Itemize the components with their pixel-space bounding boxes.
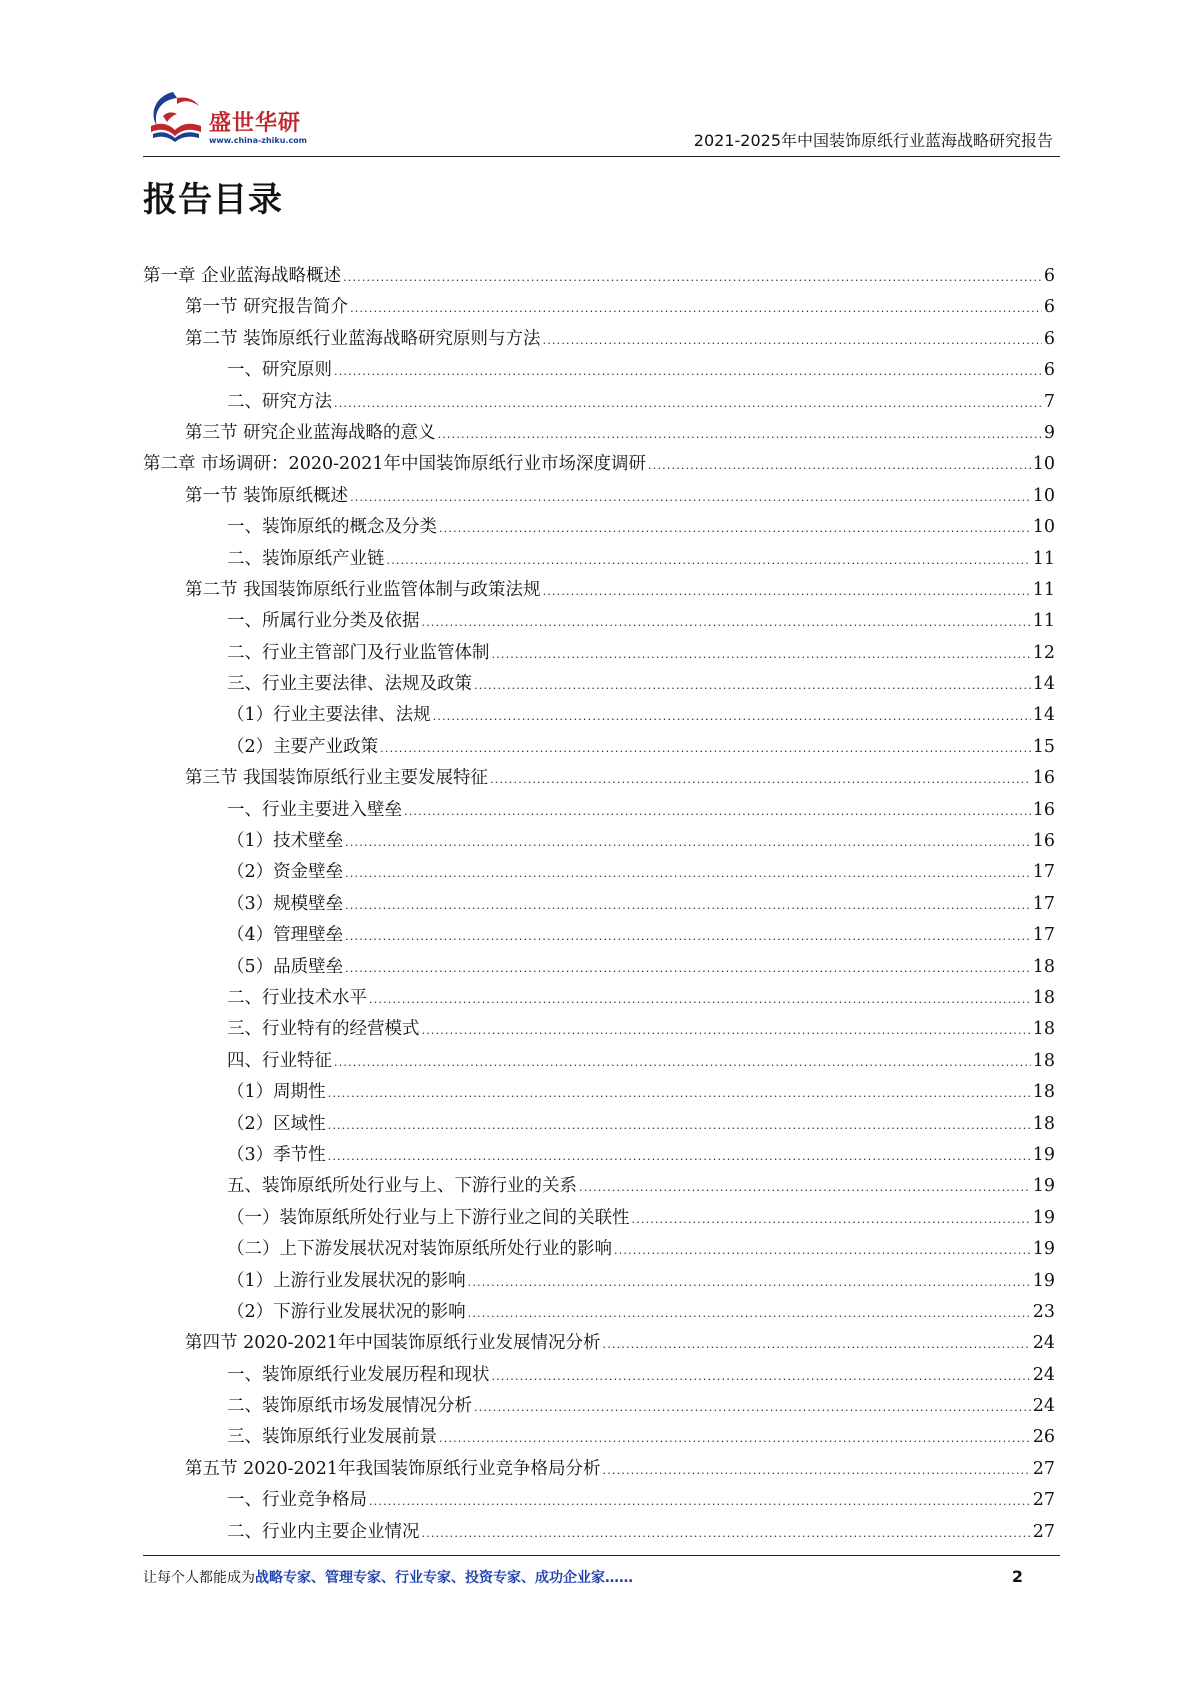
toc-entry-title: （1）技术壁垒	[227, 831, 344, 852]
toc-entry-title: 二、装饰原纸市场发展情况分析	[227, 1396, 472, 1417]
toc-entry-title: （3）季节性	[227, 1144, 326, 1165]
toc-leader-dots	[369, 984, 1031, 1015]
toc-entry[interactable]	[143, 481, 1055, 512]
toc-entry-title: （2）主要产业政策	[227, 736, 379, 757]
toc-entry[interactable]	[143, 292, 1055, 323]
toc-entry-page: 14	[1032, 674, 1055, 695]
toc-entry[interactable]	[143, 261, 1055, 292]
toc-entry-page: 18	[1032, 956, 1055, 977]
toc-entry-page: 18	[1032, 1019, 1055, 1040]
report-title: 2021-2025年中国装饰原纸行业蓝海战略研究报告	[693, 131, 1053, 150]
toc-entry-page: 19	[1032, 1176, 1055, 1197]
toc-leader-dots	[492, 1361, 1031, 1392]
toc-entry-title: 二、行业内主要企业情况	[227, 1521, 420, 1542]
toc-entry-page: 17	[1032, 893, 1055, 914]
toc-leader-dots	[422, 607, 1031, 638]
toc-entry[interactable]	[143, 889, 1055, 920]
toc-entry-title: 一、行业竞争格局	[227, 1490, 367, 1511]
footer-slogan-roles: 战略专家、管理专家、行业专家、投资专家、成功企业家……	[255, 1570, 633, 1586]
toc-entry[interactable]	[143, 1014, 1055, 1045]
toc-entry[interactable]	[143, 1234, 1055, 1265]
table-of-contents	[143, 261, 1055, 1548]
toc-entry[interactable]	[143, 1266, 1055, 1297]
toc-leader-dots	[614, 1235, 1031, 1266]
toc-entry-title: 第一节 装饰原纸概述	[185, 485, 349, 506]
toc-entry-page: 23	[1032, 1301, 1055, 1322]
toc-leader-dots	[468, 1298, 1031, 1329]
toc-entry-title: （1）上游行业发展状况的影响	[227, 1270, 466, 1291]
toc-leader-dots	[579, 1172, 1031, 1203]
toc-entry-title: （1）行业主要法律、法规	[227, 705, 431, 726]
toc-entry-title: 四、行业特征	[227, 1050, 332, 1071]
toc-entry-page: 24	[1032, 1396, 1055, 1417]
toc-entry-title: 一、行业主要进入壁垒	[227, 799, 402, 820]
open-book-logo-icon	[143, 86, 207, 150]
toc-entry-title: 第五节 2020-2021年我国装饰原纸行业竞争格局分析	[185, 1458, 601, 1479]
toc-entry[interactable]	[143, 324, 1055, 355]
toc-entry-page: 27	[1032, 1458, 1055, 1479]
toc-entry[interactable]	[143, 795, 1055, 826]
toc-entry[interactable]	[143, 1203, 1055, 1234]
toc-entry-page: 18	[1032, 1050, 1055, 1071]
toc-leader-dots	[603, 1329, 1031, 1360]
toc-entry-page: 7	[1043, 391, 1055, 412]
toc-entry[interactable]	[143, 1360, 1055, 1391]
toc-entry-title: 一、装饰原纸行业发展历程和现状	[227, 1364, 490, 1385]
toc-entry-title: （2）下游行业发展状况的影响	[227, 1301, 466, 1322]
toc-entry-title: 二、行业主管部门及行业监管体制	[227, 642, 490, 663]
toc-entry-page: 6	[1043, 328, 1055, 349]
toc-entry[interactable]	[143, 1140, 1055, 1171]
toc-leader-dots	[345, 827, 1031, 858]
footer-divider	[143, 1555, 1060, 1556]
toc-entry-page: 14	[1032, 705, 1055, 726]
toc-entry-page: 27	[1032, 1490, 1055, 1511]
toc-leader-dots	[334, 1047, 1031, 1078]
page-number: 2	[1011, 1567, 1023, 1586]
toc-entry-page: 11	[1032, 579, 1055, 600]
toc-entry-page: 6	[1043, 360, 1055, 381]
toc-entry-title: 一、所属行业分类及依据	[227, 611, 420, 632]
toc-entry-title: （3）规模壁垒	[227, 893, 344, 914]
toc-entry[interactable]	[143, 669, 1055, 700]
toc-entry[interactable]	[143, 1485, 1055, 1516]
toc-entry-title: （一）装饰原纸所处行业与上下游行业之间的关联性	[227, 1207, 630, 1228]
toc-entry-title: 二、装饰原纸产业链	[227, 548, 385, 569]
toc-entry-page: 18	[1032, 987, 1055, 1008]
toc-entry-page: 12	[1032, 642, 1055, 663]
toc-entry-title: 三、装饰原纸行业发展前景	[227, 1427, 437, 1448]
toc-entry-title: 三、行业主要法律、法规及政策	[227, 674, 472, 695]
toc-entry[interactable]	[143, 575, 1055, 606]
toc-entry-page: 19	[1032, 1144, 1055, 1165]
toc-entry-title: （4）管理壁垒	[227, 925, 344, 946]
toc-entry-title: 第一章 企业蓝海战略概述	[143, 266, 342, 286]
toc-entry[interactable]	[143, 857, 1055, 888]
toc-entry[interactable]	[143, 1109, 1055, 1140]
toc-entry-page: 6	[1043, 297, 1055, 318]
page-footer	[143, 1567, 1023, 1597]
toc-entry-page: 9	[1043, 422, 1055, 443]
toc-leader-dots	[328, 1141, 1031, 1172]
toc-leader-dots	[404, 796, 1031, 827]
toc-leader-dots	[345, 890, 1031, 921]
toc-entry[interactable]	[143, 1517, 1055, 1548]
toc-entry[interactable]	[143, 449, 1055, 480]
toc-entry-page: 19	[1032, 1239, 1055, 1260]
toc-leader-dots	[334, 356, 1042, 387]
toc-leader-dots	[350, 482, 1031, 513]
toc-leader-dots	[433, 701, 1031, 732]
toc-entry-page: 27	[1032, 1521, 1055, 1542]
toc-entry-page: 19	[1032, 1207, 1055, 1228]
toc-entry-title: 第二章 市场调研：2020-2021年中国装饰原纸行业市场深度调研	[143, 454, 647, 475]
toc-entry[interactable]	[143, 1046, 1055, 1077]
toc-leader-dots	[490, 764, 1031, 795]
toc-entry[interactable]	[143, 826, 1055, 857]
toc-entry[interactable]	[143, 418, 1055, 449]
toc-entry-page: 16	[1032, 799, 1055, 820]
toc-leader-dots	[603, 1455, 1031, 1486]
toc-entry-title: 第三节 研究企业蓝海战略的意义	[185, 422, 436, 443]
toc-entry[interactable]	[143, 1422, 1055, 1453]
brand-logo	[143, 86, 353, 150]
toc-entry-page: 10	[1032, 485, 1055, 506]
toc-entry-page: 17	[1032, 925, 1055, 946]
toc-leader-dots	[422, 1015, 1031, 1046]
toc-entry-title: （2）区域性	[227, 1113, 326, 1134]
toc-entry[interactable]	[143, 1297, 1055, 1328]
toc-entry[interactable]	[143, 387, 1055, 418]
toc-leader-dots	[350, 293, 1042, 324]
toc-leader-dots	[345, 953, 1031, 984]
toc-entry-title: 第四节 2020-2021年中国装饰原纸行业发展情况分析	[185, 1333, 601, 1354]
logo-url: www.china-zhiku.com	[209, 136, 308, 145]
toc-entry[interactable]	[143, 1391, 1055, 1422]
toc-entry-page: 16	[1032, 768, 1055, 789]
toc-entry-title: 二、研究方法	[227, 391, 332, 412]
toc-entry-page: 11	[1032, 611, 1055, 632]
toc-entry-page: 17	[1032, 862, 1055, 883]
toc-entry-title: 二、行业技术水平	[227, 987, 367, 1008]
toc-leader-dots	[345, 858, 1031, 889]
header-divider	[143, 156, 1060, 157]
toc-leader-dots	[439, 1423, 1031, 1454]
toc-leader-dots	[438, 419, 1042, 450]
toc-entry-page: 24	[1032, 1364, 1055, 1385]
toc-entry-title: 第二节 装饰原纸行业蓝海战略研究原则与方法	[185, 328, 541, 349]
toc-leader-dots	[422, 1518, 1031, 1549]
toc-leader-dots	[648, 450, 1031, 481]
toc-entry-page: 10	[1032, 517, 1055, 538]
toc-leader-dots	[474, 1392, 1031, 1423]
toc-entry-page: 19	[1032, 1270, 1055, 1291]
footer-slogan-lead: 让每个人都能成为	[143, 1570, 255, 1586]
page-title: 报告目录	[143, 180, 283, 220]
toc-entry-title: 一、研究原则	[227, 360, 332, 381]
toc-entry-page: 18	[1032, 1082, 1055, 1103]
toc-entry[interactable]	[143, 763, 1055, 794]
toc-entry[interactable]	[143, 638, 1055, 669]
toc-entry-title: 第一节 研究报告简介	[185, 297, 349, 318]
toc-entry[interactable]	[143, 512, 1055, 543]
page-header	[143, 78, 1063, 158]
toc-entry[interactable]	[143, 1171, 1055, 1202]
toc-leader-dots	[492, 639, 1031, 670]
toc-leader-dots	[543, 325, 1042, 356]
toc-entry-page: 16	[1032, 831, 1055, 852]
toc-leader-dots	[345, 921, 1031, 952]
toc-entry-title: 一、装饰原纸的概念及分类	[227, 517, 437, 538]
toc-entry-page: 15	[1032, 736, 1055, 757]
toc-entry-title: 第二节 我国装饰原纸行业监管体制与政策法规	[185, 579, 541, 600]
toc-entry[interactable]	[143, 700, 1055, 731]
toc-leader-dots	[387, 545, 1031, 576]
toc-entry-title: （2）资金壁垒	[227, 862, 344, 883]
toc-entry-page: 18	[1032, 1113, 1055, 1134]
toc-leader-dots	[328, 1110, 1031, 1141]
toc-entry[interactable]	[143, 732, 1055, 763]
toc-leader-dots	[543, 576, 1031, 607]
toc-entry[interactable]	[143, 606, 1055, 637]
toc-entry-title: 第三节 我国装饰原纸行业主要发展特征	[185, 768, 489, 789]
toc-entry[interactable]	[143, 952, 1055, 983]
toc-leader-dots	[328, 1078, 1031, 1109]
toc-leader-dots	[632, 1204, 1031, 1235]
toc-leader-dots	[380, 733, 1031, 764]
toc-leader-dots	[439, 513, 1031, 544]
toc-entry-page: 26	[1032, 1427, 1055, 1448]
toc-entry[interactable]	[143, 1077, 1055, 1108]
toc-entry[interactable]	[143, 1454, 1055, 1485]
toc-leader-dots	[474, 670, 1031, 701]
toc-entry-title: 五、装饰原纸所处行业与上、下游行业的关系	[227, 1176, 577, 1197]
toc-entry-title: （二）上下游发展状况对装饰原纸所处行业的影响	[227, 1239, 612, 1260]
toc-leader-dots	[369, 1486, 1031, 1517]
toc-entry[interactable]	[143, 355, 1055, 386]
toc-entry[interactable]	[143, 1328, 1055, 1359]
toc-leader-dots	[343, 262, 1042, 293]
toc-entry-page: 6	[1043, 266, 1055, 286]
toc-entry-page: 24	[1032, 1333, 1055, 1354]
toc-entry-title: （5）品质壁垒	[227, 956, 344, 977]
toc-entry[interactable]	[143, 544, 1055, 575]
toc-entry-title: （1）周期性	[227, 1082, 326, 1103]
toc-entry-page: 10	[1032, 454, 1055, 475]
logo-text: 盛世华研	[209, 111, 302, 136]
toc-entry-page: 11	[1032, 548, 1055, 569]
toc-entry[interactable]	[143, 983, 1055, 1014]
toc-leader-dots	[468, 1267, 1031, 1298]
toc-leader-dots	[334, 388, 1042, 419]
toc-entry[interactable]	[143, 920, 1055, 951]
toc-entry-title: 三、行业特有的经营模式	[227, 1019, 420, 1040]
